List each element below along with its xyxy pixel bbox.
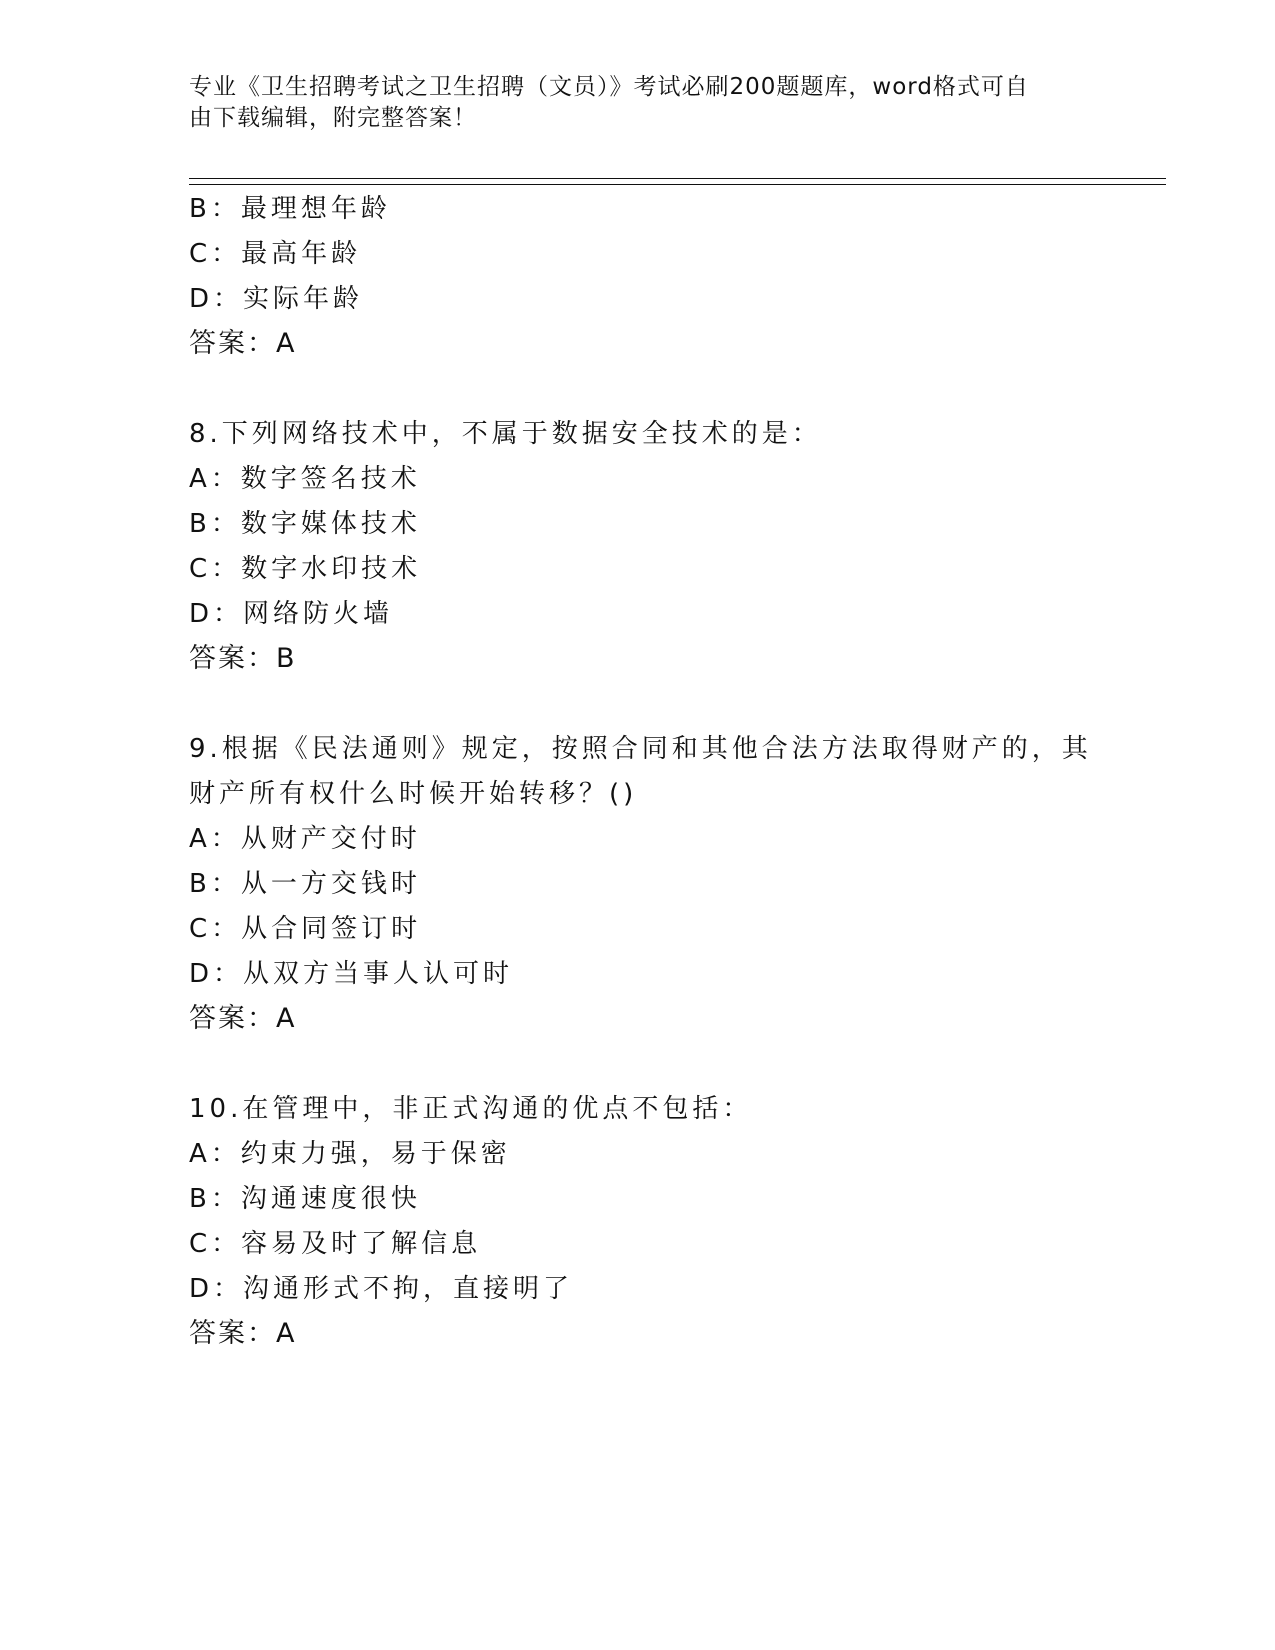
q9-question-line-2: 财产所有权什么时候开始转移？() (189, 779, 638, 809)
q7-option-d: D：实际年龄 (189, 284, 364, 314)
q8-option-b: B：数字媒体技术 (189, 509, 421, 539)
header-divider-bottom (189, 184, 1166, 185)
header-line-1: 专业《卫生招聘考试之卫生招聘（文员）》考试必刷200题题库，word格式可自 (189, 74, 1029, 100)
q8-option-a: A：数字签名技术 (189, 464, 421, 494)
q7-answer: 答案：A (189, 328, 297, 359)
q10-answer: 答案：A (189, 1318, 297, 1349)
q7-option-c: C：最高年龄 (189, 239, 362, 269)
q8-question: 8.下列网络技术中，不属于数据安全技术的是： (189, 419, 822, 449)
q10-question: 10.在管理中，非正式沟通的优点不包括： (189, 1094, 753, 1124)
q9-answer: 答案：A (189, 1003, 297, 1034)
q9-option-b: B：从一方交钱时 (189, 869, 421, 899)
q9-option-a: A：从财产交付时 (189, 824, 421, 854)
q9-option-d: D：从双方当事人认可时 (189, 959, 514, 989)
header-line-2: 由下载编辑，附完整答案！ (189, 105, 477, 131)
q10-option-b: B：沟通速度很快 (189, 1184, 421, 1214)
q10-option-a: A：约束力强，易于保密 (189, 1139, 511, 1169)
q10-option-d: D：沟通形式不拘，直接明了 (189, 1274, 574, 1304)
q8-answer: 答案：B (189, 643, 297, 674)
header-divider-top (189, 178, 1166, 179)
q8-option-d: D：网络防火墙 (189, 599, 394, 629)
q9-question-line-1: 9.根据《民法通则》规定，按照合同和其他合法方法取得财产的，其 (189, 734, 1092, 764)
q7-option-b: B：最理想年龄 (189, 194, 391, 224)
q9-option-c: C：从合同签订时 (189, 914, 422, 944)
q10-option-c: C：容易及时了解信息 (189, 1229, 482, 1259)
document-header (189, 72, 1089, 134)
q8-option-c: C：数字水印技术 (189, 554, 422, 584)
